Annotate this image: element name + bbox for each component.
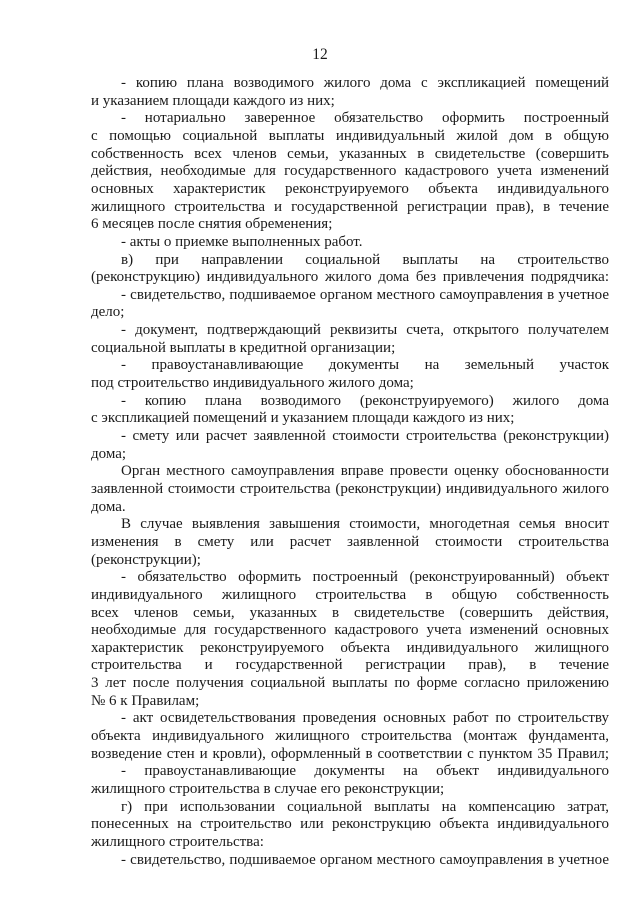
text-line: под строительство индивидуального жилого дома; bbox=[91, 375, 414, 391]
text-line: и указанием площади каждого из них; bbox=[91, 92, 335, 109]
text-line: - акт освидетельствования проведения основных работ по строительству bbox=[121, 710, 609, 727]
text-line: дело; bbox=[91, 304, 125, 321]
text-line: дома; bbox=[91, 445, 127, 462]
text-line: индивидуального жилищного строительства в общую собственность bbox=[91, 586, 609, 603]
text-line: г) при использовании социальной выплаты на компенсацию затрат, bbox=[121, 798, 609, 815]
text-line: № 6 к Правилам; bbox=[91, 692, 200, 709]
text-line: всех членов семьи, указанных в свидетельстве (совершить действия, bbox=[91, 604, 609, 621]
text-line: - нотариально заверенное обязательство оформить построенный bbox=[121, 110, 609, 127]
text-line: 6 месяцев после снятия обременения; bbox=[91, 216, 333, 233]
text-line: дома. bbox=[91, 498, 126, 515]
text-line: - документ, подтверждающий реквизиты счета, открытого получателем bbox=[121, 322, 609, 339]
text-line: - свидетельство, подшиваемое органом местного самоуправления в учетное bbox=[121, 851, 609, 868]
text-line: основных характеристик реконструируемого объекта индивидуального bbox=[91, 180, 609, 197]
text-line: жилищного строительства и государственной регистрации прав), в течение bbox=[91, 198, 609, 215]
text-line: заявленной стоимости строительства (реконструкции) индивидуального жилого bbox=[91, 480, 609, 497]
text-line: - смету или расчет заявленной стоимости строительства (реконструкции) bbox=[121, 428, 609, 444]
text-line: В случае выявления завышения стоимости, многодетная семья вносит bbox=[121, 516, 609, 533]
text-line: с экспликацией помещений и указанием площади каждого из них; bbox=[91, 410, 515, 427]
text-line: - правоустанавливающие документы на объект индивидуального bbox=[121, 763, 609, 780]
text-line: (реконструкции); bbox=[91, 551, 201, 568]
text-line: собственность всех членов семьи, указанных в свидетельстве (совершить bbox=[91, 145, 609, 162]
text-line: в) при направлении социальной выплаты на строительство bbox=[121, 251, 609, 268]
text-line: (реконструкцию) индивидуального жилого дома без привлечения подрядчика: bbox=[91, 269, 609, 286]
text-line: жилищного строительства в случае его реконструкции; bbox=[91, 781, 445, 797]
text-line: - обязательство оформить построенный (реконструированный) объект bbox=[121, 569, 609, 586]
text-line: действия, необходимые для государственного кадастрового учета изменений bbox=[91, 163, 609, 180]
text-line: возведение стен и кровли), оформленный в соответствии с пунктом 35 Правил; bbox=[91, 745, 609, 762]
text-line: необходимые для государственного кадастрового учета изменений основных bbox=[91, 622, 609, 639]
text-line: - копию плана возводимого жилого дома с экспликацией помещений bbox=[121, 75, 609, 91]
text-line: понесенных на строительство или реконструкцию объекта индивидуального bbox=[91, 816, 609, 833]
text-line: изменения в смету или расчет заявленной стоимости строительства bbox=[91, 533, 609, 550]
page-number: 12 bbox=[312, 46, 328, 63]
text-line: объекта индивидуального жилищного строительства (монтаж фундамента, bbox=[91, 728, 609, 744]
text-line: Орган местного самоуправления вправе провести оценку обоснованности bbox=[121, 463, 609, 480]
text-line: - акты о приемке выполненных работ. bbox=[121, 233, 363, 250]
text-line: жилищного строительства: bbox=[91, 833, 264, 850]
text-line: - копию плана возводимого (реконструируемого) жилого дома bbox=[121, 392, 609, 409]
text-line: характеристик реконструируемого объекта индивидуального жилищного bbox=[91, 639, 609, 656]
text-line: - свидетельство, подшиваемое органом местного самоуправления в учетное bbox=[121, 286, 609, 303]
text-line: 3 лет после получения социальной выплаты по форме согласно приложению bbox=[91, 675, 609, 692]
text-line: строительства и государственной регистрации прав), в течение bbox=[91, 657, 609, 674]
text-line: социальной выплаты в кредитной организации; bbox=[91, 339, 396, 356]
text-line: - правоустанавливающие документы на земельный участок bbox=[121, 357, 609, 374]
text-line: с помощью социальной выплаты индивидуальный жилой дом в общую bbox=[91, 127, 609, 144]
